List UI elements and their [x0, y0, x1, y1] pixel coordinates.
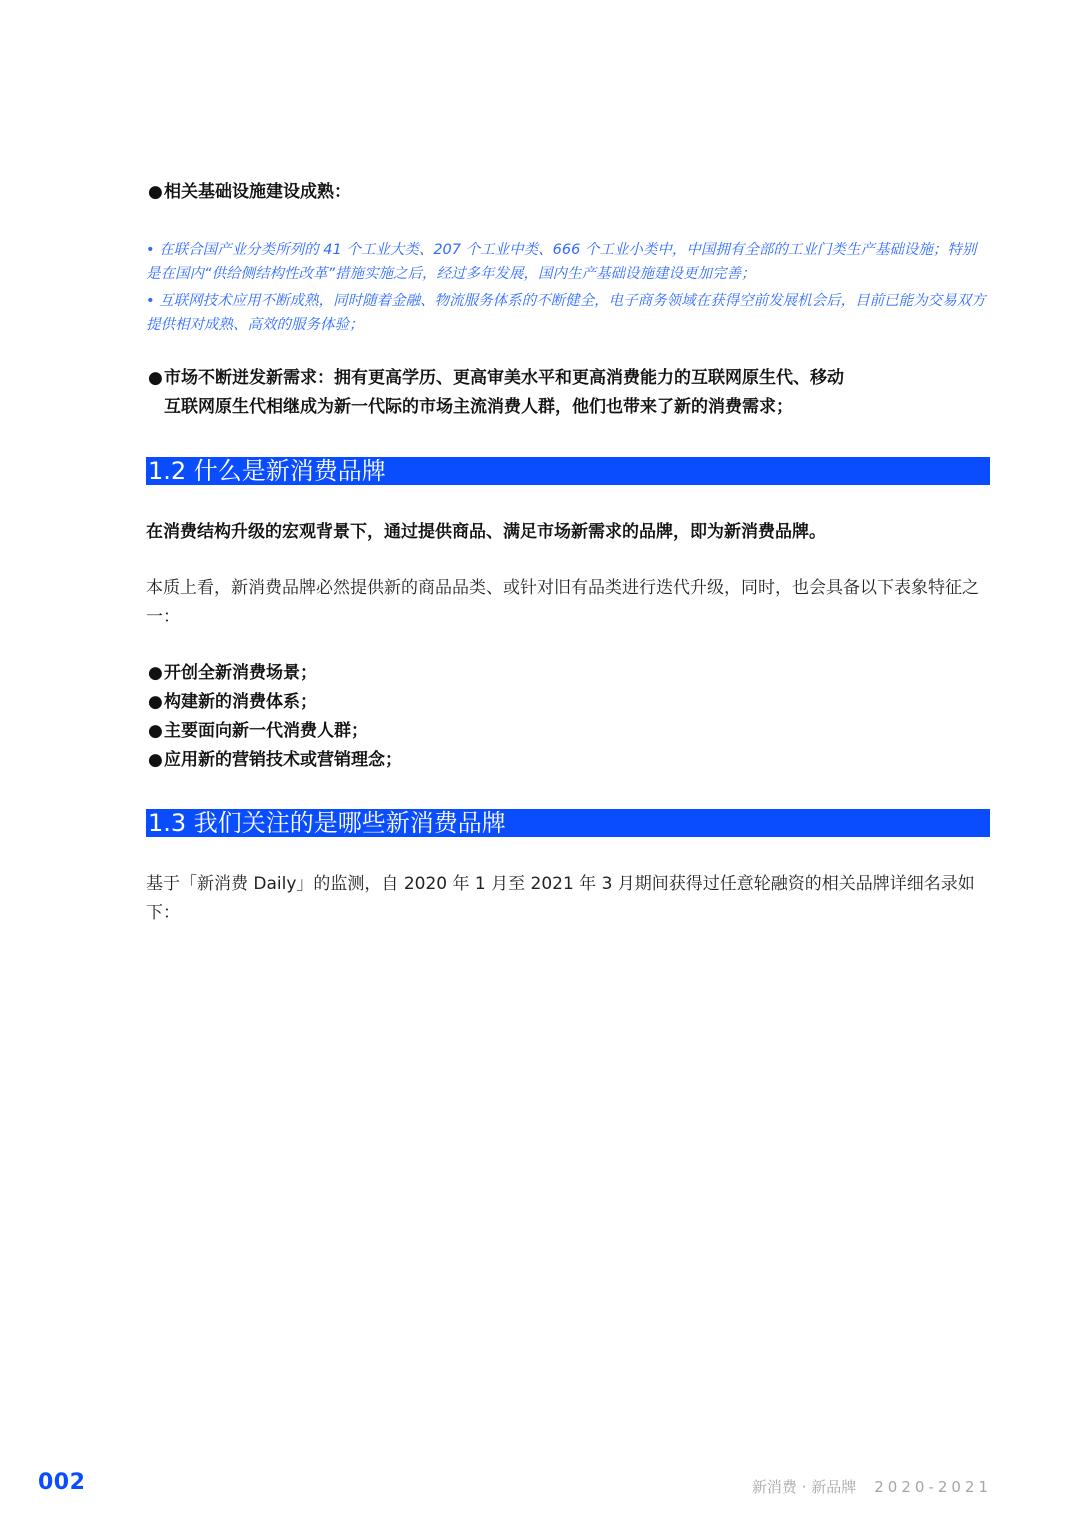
bullet-dot-icon: ●	[148, 663, 163, 683]
section-heading-1-2: 1.2 什么是新消费品牌	[146, 457, 990, 485]
list-item: ●构建新的消费体系；	[148, 688, 948, 717]
market-demand-line2: 互联网原生代相继成为新一代际的市场主流消费人群，他们也带来了新的消费需求；	[164, 397, 793, 417]
page-number: 002	[38, 1470, 86, 1495]
bullet-infrastructure	[148, 178, 993, 207]
definition-paragraph: 在消费结构升级的宏观背景下，通过提供商品、满足市场新需求的品牌，即为新消费品牌。	[146, 522, 826, 542]
list-item: ●主要面向新一代消费人群；	[148, 717, 948, 746]
list-item: ●开创全新消费场景；	[148, 659, 948, 688]
bullet-infrastructure-text: 相关基础设施建设成熟：	[164, 182, 351, 202]
bullet-dot-icon: ●	[148, 721, 163, 741]
list-item: ●应用新的营销技术或营销理念；	[148, 746, 948, 775]
publication-title: 新消费 · 新品牌	[751, 1478, 857, 1496]
bullet-dot-icon: ●	[148, 182, 163, 202]
bullet-market-demand	[148, 364, 993, 422]
brand-list-intro: 基于「新消费 Daily」的监测，自 2020 年 1 月至 2021 年 3 月期间获得过任意轮融资的相关品牌详细名录如下：	[146, 874, 975, 923]
feature-list	[148, 659, 948, 775]
note-industry: • 在联合国产业分类所列的 41 个工业大类、207 个工业中类、666 个工业小类中，中国拥有全部的工业门类生产基础设施；特别是在国内“供给侧结构性改革”措施实施之后，经过多年发展，国内生产基础设施建设更加完善；	[146, 242, 977, 282]
bullet-dot-icon: ●	[148, 368, 163, 388]
footer-publication	[752, 1476, 992, 1497]
note-internet: • 互联网技术应用不断成熟，同时随着金融、物流服务体系的不断健全，电子商务领域在获得空前发展机会后，目前已能为交易双方提供相对成熟、高效的服务体验；	[146, 293, 986, 333]
bullet-dot-icon: ●	[148, 750, 163, 770]
infrastructure-notes	[146, 238, 986, 340]
bullet-dot-icon: ●	[148, 692, 163, 712]
publication-years: 2020-2021	[874, 1478, 992, 1496]
section-heading-1-3: 1.3 我们关注的是哪些新消费品牌	[146, 809, 990, 837]
essence-paragraph: 本质上看，新消费品牌必然提供新的商品品类、或针对旧有品类进行迭代升级，同时，也会具备以下表象特征之一：	[146, 578, 979, 627]
market-demand-line1: 市场不断迸发新需求：拥有更高学历、更高审美水平和更高消费能力的互联网原生代、移动	[164, 368, 844, 388]
